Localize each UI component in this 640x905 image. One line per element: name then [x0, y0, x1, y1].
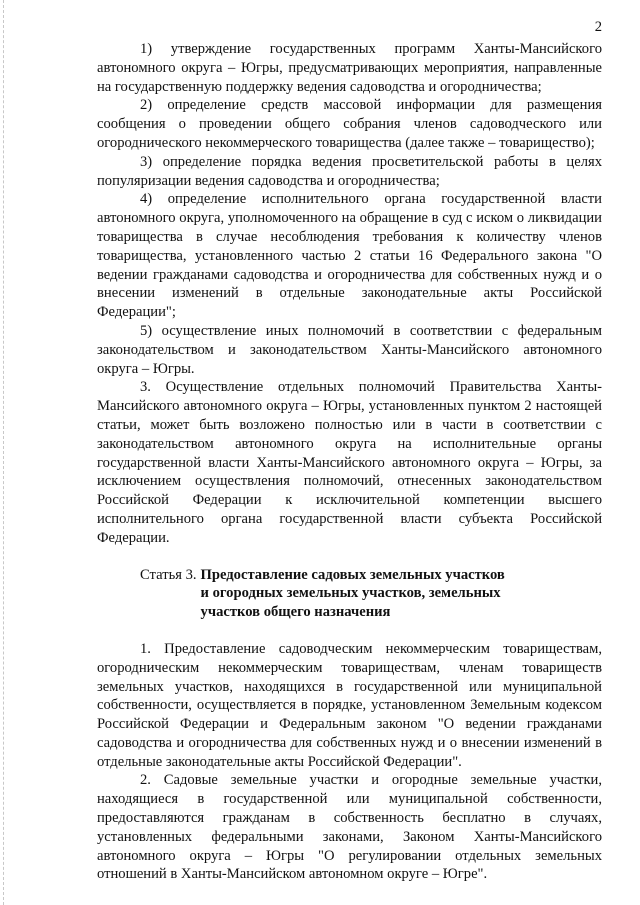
- article-title: [201, 566, 521, 622]
- article-heading: [97, 566, 602, 622]
- article-3-point-1: 1. Предоставление садоводческим некоммерческим товариществам, огородническим некоммерческим товариществам, членам товариществ земельных участков, находящихся в государственной или муниципальной собственности, осуществляется в порядке, установленном Земельным кодексом Российской Федерации и Федеральным законом "О ведении гражданами садоводства и огородничества для собственных нужд и о внесении изменений в отдельные законодательные акты Российской Федерации".: [97, 640, 602, 770]
- page-number: 2: [594, 19, 602, 35]
- article-title-line: и огородных земельных участков, земельных: [200, 585, 501, 602]
- article-label: Статья 3.: [140, 566, 197, 583]
- paragraph-item-5: 5) осуществление иных полномочий в соответствии с федеральным законодательством и законодательством Ханты-Мансийского автономного округа – Югры.: [97, 322, 602, 377]
- article-title-line: участков общего назначения: [200, 604, 391, 621]
- article-3-point-2: 2. Садовые земельные участки и огородные земельные участки, находящиеся в государственной или муниципальной собственности, предоставляются гражданам в собственность бесплатно в случаях, установленных федеральными законами, Законом Ханты-Мансийского автономного округа – Югры "О регулировании отдельных земельных отношений в Ханты-Мансийском автономном округе – Югре".: [97, 772, 602, 883]
- paragraph-item-1: 1) утверждение государственных программ Ханты-Мансийского автономного округа – Югры, предусматривающих мероприятия, направленные на государственную поддержку ведения садоводства и огородничества;: [97, 41, 602, 95]
- binding-edge-line: [3, 0, 5, 905]
- paragraph-item-3: 3) определение порядка ведения просветительской работы в целях популяризации ведения садоводства и огородничества;: [97, 153, 602, 189]
- paragraph-item-4: 4) определение исполнительного органа государственной власти автономного округа, уполномоченного на обращение в суд с иском о ликвидации товарищества в случае несоблюдения требования к количеству членов товарищества, установленного частью 2 статьи 16 Федерального закона "О ведении гражданами садоводства и огородничества для собственных нужд и о внесении изменений в отдельные законодательные акты Российской Федерации";: [97, 191, 602, 321]
- document-body: [97, 36, 602, 884]
- paragraph-item-2: 2) определение средств массовой информации для размещения сообщения о проведении общего собрания членов садоводческого или огороднического некоммерческого товарищества (далее также – товарищество);: [97, 97, 602, 151]
- article-title-line: Предоставление садовых земельных участков: [200, 566, 505, 583]
- paragraph-point-3: 3. Осуществление отдельных полномочий Правительства Ханты-Мансийского автономного округа – Югры, установленных пунктом 2 настоящей статьи, может быть возложено полностью или в части в соответствии с законодательством автономного округа на исполнительные органы государственной власти Ханты-Мансийского автономного округа – Югры, за исключением осуществления полномочий, отнесенных законодательством Российской Федерации к исключительной компетенции высшего исполнительного органа государственной власти субъекта Российской Федерации.: [97, 379, 602, 546]
